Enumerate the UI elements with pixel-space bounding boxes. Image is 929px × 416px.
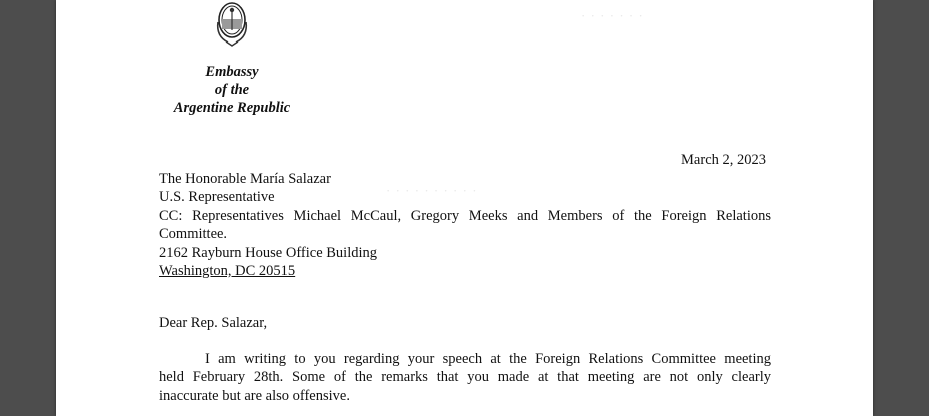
letter-page bbox=[56, 0, 873, 416]
letterhead-line: of the bbox=[214, 82, 250, 98]
scan-artifact: · · · · · · · bbox=[581, 8, 644, 23]
letter-body bbox=[159, 350, 771, 405]
address-line: U.S. Representative bbox=[159, 189, 275, 206]
address-line: 2162 Rayburn House Office Building bbox=[159, 244, 378, 261]
address-line: The Honorable María Salazar bbox=[159, 171, 331, 187]
letterhead-line: Embassy bbox=[205, 64, 259, 80]
letterhead bbox=[136, 63, 328, 117]
cc-line: CC: Representatives Michael McCaul, Gregory Meeks and Members of the Foreign Relations bbox=[159, 207, 771, 224]
body-line: I am writing to you regarding your speech at the Foreign Relations Committee meeting bbox=[205, 351, 771, 367]
letterhead-line: Argentine Republic bbox=[173, 100, 291, 116]
cc-line-continued: Committee. bbox=[159, 226, 228, 243]
body-line: inaccurate but are also offensive. bbox=[159, 387, 350, 404]
letter-date: March 2, 2023 bbox=[681, 152, 766, 168]
scan-artifact: · · · · · · · · · · bbox=[386, 183, 478, 198]
argentine-coat-of-arms-icon bbox=[212, 0, 252, 48]
recipient-address bbox=[159, 170, 771, 280]
body-line: held February 28th. Some of the remarks that you made at that meeting are not only clearly bbox=[159, 369, 771, 386]
address-city-line: Washington, DC 20515 bbox=[159, 263, 296, 280]
salutation: Dear Rep. Salazar, bbox=[159, 315, 268, 331]
